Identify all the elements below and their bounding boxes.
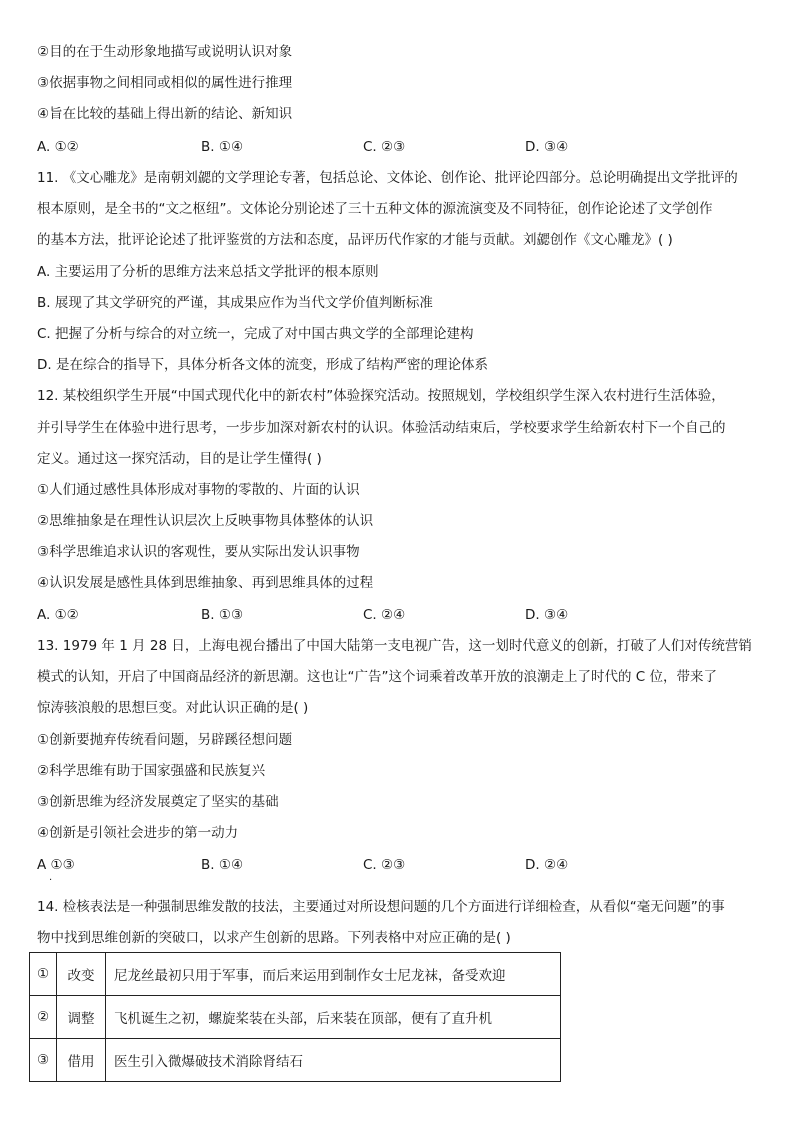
row-number-cell: ③ (30, 1039, 57, 1082)
q13-options (37, 855, 757, 883)
q10-options (37, 137, 757, 157)
q12-options (37, 605, 757, 625)
q11-option-d[interactable]: D. 是在综合的指导下，具体分析各文体的流变，形成了结构严密的理论体系 (37, 357, 488, 373)
q11-stem-line-3: 的基本方法，批评论论述了批评鉴赏的方法和态度，品评历代作家的才能与贡献。刘勰创作《文心雕龙》( ) (37, 232, 673, 248)
q13-stem-line-3: 惊涛骇浪般的思想巨变。对此认识正确的是( ) (37, 700, 309, 716)
q14-stem-line-1: 14. 检核表法是一种强制思维发散的技法，主要通过对所设想问题的几个方面进行详细检查，从看似“毫无问题”的事 (37, 899, 725, 915)
q12-stem-line-2: 并引导学生在体验中进行思考，一步步加深对新农村的认识。体验活动结束后，学校要求学生给新农村下一个自己的 (37, 420, 726, 436)
example-cell: 尼龙丝最初只用于军事，而后来运用到制作女士尼龙袜，备受欢迎 (106, 953, 561, 996)
q14-stem-line-2: 物中找到思维创新的突破口，以求产生创新的思路。下列表格中对应正确的是( ) (37, 930, 511, 946)
q11-option-c[interactable]: C. 把握了分析与综合的对立统一，完成了对中国古典文学的全部理论建构 (37, 326, 474, 342)
q10-option-a[interactable]: A. ①② (37, 139, 79, 155)
table-row (30, 1039, 561, 1082)
q11-stem-line-1: 11. 《文心雕龙》是南朝刘勰的文学理论专著，包括总论、文体论、创作论、批评论四部分。总论明确提出文学批评的 (37, 170, 738, 186)
q14-checklist-table (29, 952, 561, 1082)
q10-item-4: ④旨在比较的基础上得出新的结论、新知识 (37, 106, 293, 122)
example-cell: 飞机诞生之初，螺旋桨装在头部，后来装在顶部，便有了直升机 (106, 996, 561, 1039)
q10-option-d[interactable]: D. ③④ (525, 139, 569, 155)
q13-item-2: ②科学思维有助于国家强盛和民族复兴 (37, 763, 266, 779)
q12-item-1: ①人们通过感性具体形成对事物的零散的、片面的认识 (37, 482, 360, 498)
q12-item-4: ④认识发展是感性具体到思维抽象、再到思维具体的过程 (37, 575, 374, 591)
row-number-cell: ① (30, 953, 57, 996)
q11-stem-line-2: 根本原则，是全书的“文之枢纽”。文体论分别论述了三十五种文体的源流演变及不同特征，创作论论述了文学创作 (37, 201, 713, 217)
q13-stem-line-1: 13. 1979 年 1 月 28 日，上海电视台播出了中国大陆第一支电视广告，这一划时代意义的创新，打破了人们对传统营销 (37, 638, 752, 654)
q10-item-2: ②目的在于生动形象地描写或说明认识对象 (37, 44, 293, 60)
method-cell: 改变 (57, 953, 106, 996)
q10-option-c[interactable]: C. ②③ (363, 139, 406, 155)
q13-item-4: ④创新是引领社会进步的第一动力 (37, 825, 239, 841)
method-cell: 借用 (57, 1039, 106, 1082)
q12-stem-line-1: 12. 某校组织学生开展“中国式现代化中的新农村”体验探究活动。按照规划，学校组织学生深入农村进行生活体验， (37, 388, 725, 404)
q13-option-d[interactable]: D. ②④ (525, 857, 569, 873)
table-row (30, 996, 561, 1039)
example-cell: 医生引入微爆破技术消除肾结石 (106, 1039, 561, 1082)
table-row (30, 953, 561, 996)
q12-option-a[interactable]: A. ①② (37, 607, 79, 623)
q12-option-b[interactable]: B. ①③ (201, 607, 244, 623)
q10-item-3: ③依据事物之间相同或相似的属性进行推理 (37, 75, 293, 91)
q12-option-d[interactable]: D. ③④ (525, 607, 569, 623)
q12-item-3: ③科学思维追求认识的客观性，要从实际出发认识事物 (37, 544, 360, 560)
q13-stem-line-2: 模式的认知，开启了中国商品经济的新思潮。这也让“广告”这个词乘着改革开放的浪潮走上了时代的 C 位，带来了 (37, 669, 717, 685)
q13-item-3: ③创新思维为经济发展奠定了坚实的基础 (37, 794, 279, 810)
q13-option-c[interactable]: C. ②③ (363, 857, 406, 873)
q12-stem-line-3: 定义。通过这一探究活动，目的是让学生懂得( ) (37, 451, 322, 467)
q12-option-c[interactable]: C. ②④ (363, 607, 406, 623)
stray-dot-mark: . (49, 872, 53, 883)
q10-option-b[interactable]: B. ①④ (201, 139, 244, 155)
q11-option-b[interactable]: B. 展现了其文学研究的严谨，其成果应作为当代文学价值判断标准 (37, 295, 433, 311)
q13-option-a[interactable]: A ①③ (37, 857, 75, 873)
q11-option-a[interactable]: A. 主要运用了分析的思维方法来总括文学批评的根本原则 (37, 264, 379, 280)
method-cell: 调整 (57, 996, 106, 1039)
q13-item-1: ①创新要抛弃传统看问题，另辟蹊径想问题 (37, 732, 293, 748)
q12-item-2: ②思维抽象是在理性认识层次上反映事物具体整体的认识 (37, 513, 374, 529)
q13-option-b[interactable]: B. ①④ (201, 857, 244, 873)
row-number-cell: ② (30, 996, 57, 1039)
